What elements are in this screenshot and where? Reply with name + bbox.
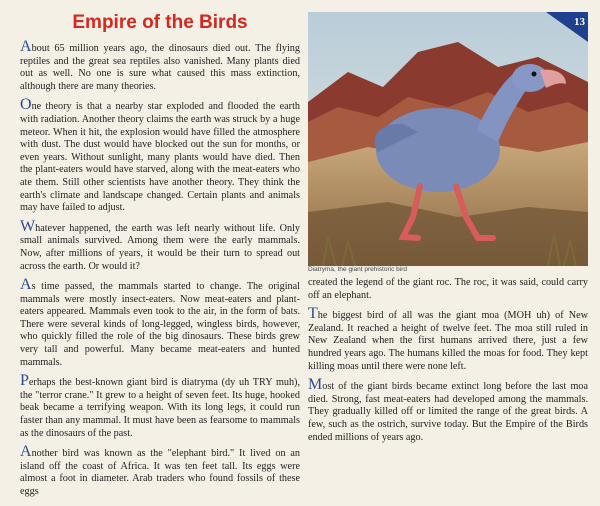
right-column: [308, 276, 588, 451]
diatryma-illustration: [308, 12, 588, 266]
paragraph: [20, 217, 300, 273]
paragraph-text: s time passed, the mammals started to change. The original mammals were mostly insect-eaters. Now meat-eaters and plant-eaters appeared. Mammals even took to the air, in the form of bats. There were several kinds of long-legged, wingless birds, however, who quickly filled the role of the big dinosaurs. These birds grew very tall and powerful. Many became meat-eaters and hunted mammals.: [20, 281, 300, 368]
drop-cap: P: [20, 372, 29, 390]
drop-cap: A: [20, 443, 32, 461]
page-number: 13: [574, 16, 585, 28]
drop-cap: T: [308, 305, 318, 323]
paragraph-text: hatever happened, the earth was left nearly without life. Only small animals survived. Among them were the early mammals. Now, after millions of years, it would be their turn to spread out across the earth. Or would it?: [20, 222, 300, 272]
paragraph: [308, 305, 588, 373]
drop-cap: W: [20, 217, 36, 235]
left-column: [20, 12, 300, 506]
paragraph: [20, 96, 300, 214]
drop-cap: O: [20, 96, 32, 114]
paragraph: [20, 276, 300, 369]
illustration-caption: Diatryma, the giant prehistoric bird: [308, 266, 407, 273]
paragraph: [308, 376, 588, 444]
paragraph-text: bout 65 million years ago, the dinosaurs died out. The flying reptiles and the great sea reptiles also vanished. Many plants died out as well. No one is sure what caused this mass extinction, although there are many theories.: [20, 43, 300, 92]
drop-cap: M: [308, 376, 323, 394]
paragraph: [20, 372, 300, 440]
diatryma-picture: [308, 12, 588, 266]
paragraph-text: erhaps the best-known giant bird is diatryma (dy uh TRY muh), the "terror crane." It grew to a height of seven feet. Its huge, hooked beak became a terrifying weapon. With its long legs, it could run faster than any mammal. It must have been as fearsome to mammals as the dinosaurs of the past.: [20, 377, 300, 439]
paragraph-text: nother bird was known as the "elephant bird." It lived on an island off the coast of Africa. It was ten feet tall. Its eggs were almost a foot in diameter. Arab traders who found fossils of these eggs: [20, 448, 300, 497]
paragraph-text: created the legend of the giant roc. The roc, it was said, could carry off an elephant.: [308, 277, 588, 301]
paragraph-text: ne theory is that a nearby star exploded and flooded the earth with radiation. Another theory claims the earth was struck by a huge meteor. When it hit, the explosion would have filled the atmosphere with dust. The dust would have blocked out the sun for months, or even years. Without sunlight, many plants would have died. Then the plant-eaters would have starved, along with the meat-eaters who ate them. Still other scientists have another theory. They think the earth's climate and landscape changed. Certain plants and animals may have failed to adjust.: [20, 101, 300, 214]
page-title: Empire of the Birds: [72, 12, 248, 33]
drop-cap: A: [20, 276, 32, 294]
paragraph-text: he biggest bird of all was the giant moa (MOH uh) of New Zealand. It reached a height of twelve feet. The moa still ruled in New Zealand when the first humans arrived there, just a few hundred years ago. The humans killed the moas for food. They kept killing moas until there were none left.: [308, 310, 588, 372]
paragraph: [20, 443, 300, 498]
paragraph: [20, 38, 300, 93]
drop-cap: A: [20, 38, 32, 55]
paragraph: [308, 276, 588, 302]
paragraph-text: ost of the giant birds became extinct long before the last moa died. Strong, fast meat-eaters had developed among the mammals. They gradually killed off or limited the range of the great birds. A few, such as the ostrich, survive today. But the Empire of the Birds ended millions of years ago.: [308, 381, 588, 443]
